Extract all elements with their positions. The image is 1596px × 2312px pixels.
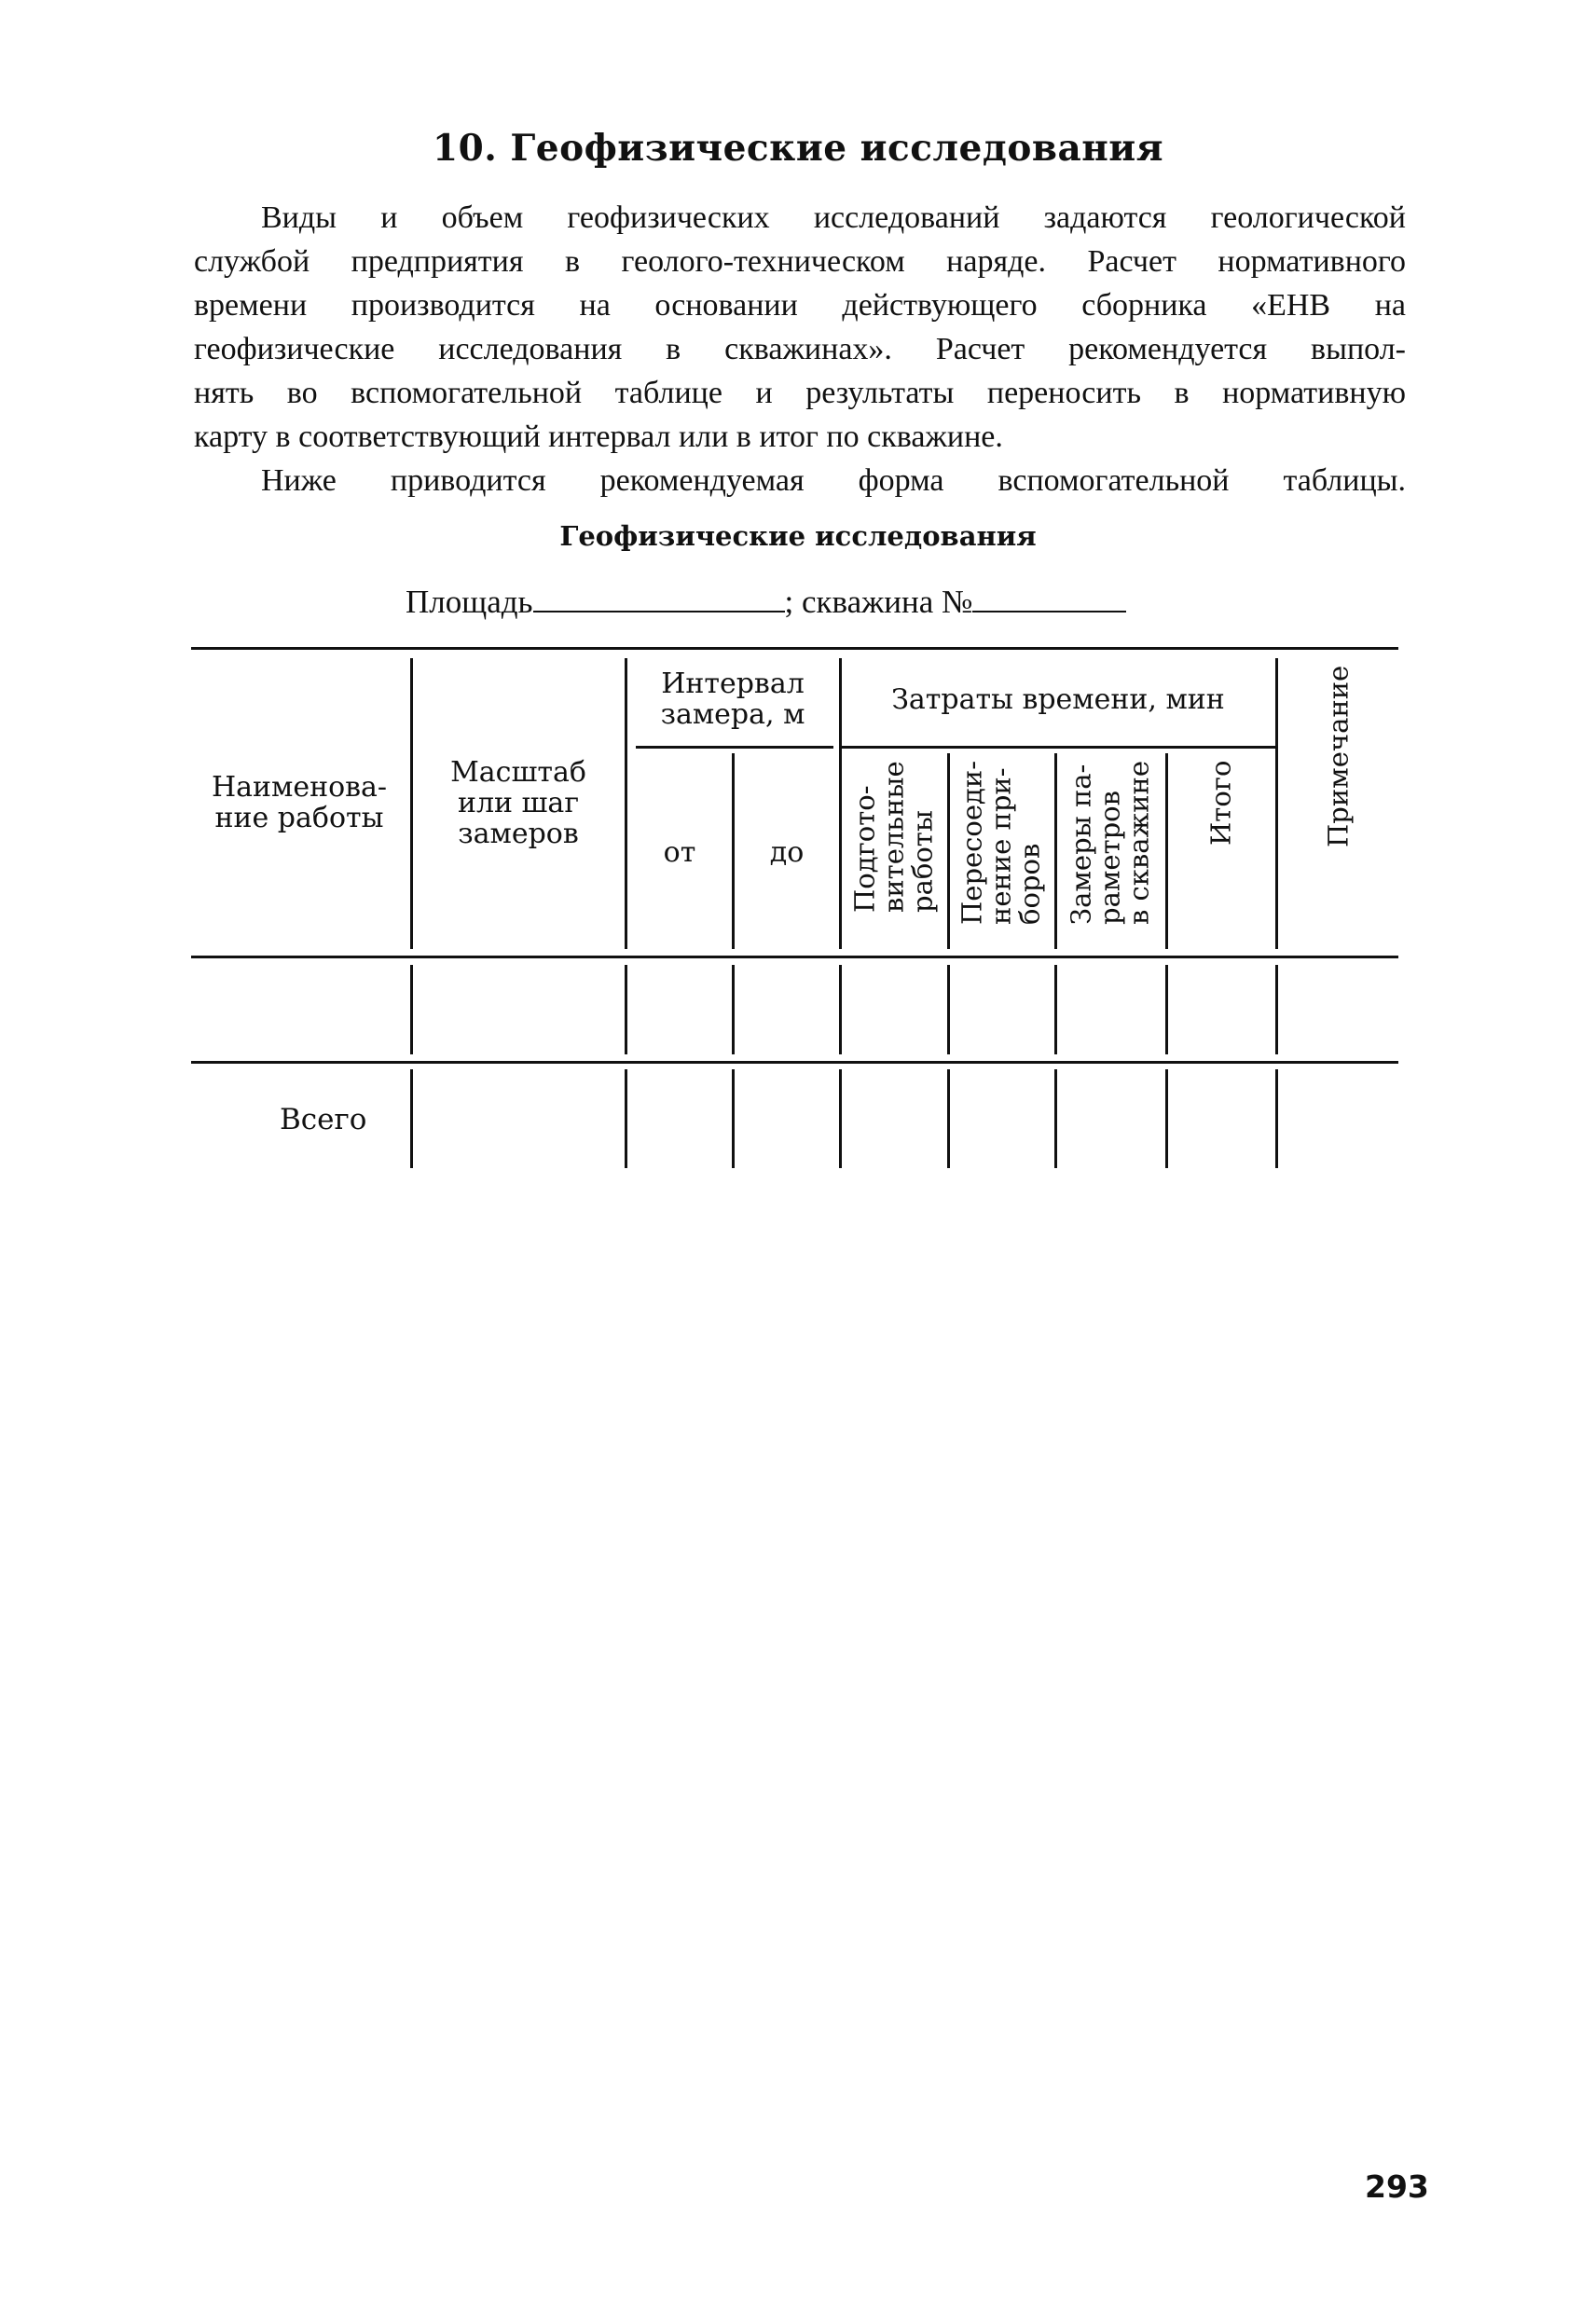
paragraph-line: карту в соответствующий интервал или в итог по скважине. — [194, 420, 1003, 454]
header-bottom-rule — [191, 956, 1398, 958]
header-scale: Масштаб или шаг замеров — [450, 755, 586, 850]
col-rule — [839, 965, 842, 1054]
time-sub-rule — [839, 746, 1275, 749]
paragraph-line: времени производится на основании действующего сборника «ЕНВ на — [194, 288, 1406, 323]
col-rule — [1054, 753, 1057, 949]
col-rule — [1165, 965, 1168, 1054]
well-label: скважина № — [801, 584, 973, 620]
row-bottom-rule — [191, 1061, 1398, 1064]
col-rule — [625, 658, 627, 949]
body-text — [194, 196, 1406, 502]
area-label: Площадь — [406, 584, 533, 620]
col-rule — [410, 965, 413, 1054]
col-rule — [1054, 1069, 1057, 1168]
header-time-costs: Затраты времени, мин — [891, 682, 1225, 716]
interval-sub-rule — [636, 746, 833, 749]
col-rule — [732, 965, 735, 1054]
col-rule — [1275, 1069, 1278, 1168]
col-rule — [839, 1069, 842, 1168]
col-rule — [1275, 658, 1278, 949]
header-from: от — [663, 835, 696, 869]
header-prep-work: Подгото- вительные работы — [848, 761, 939, 913]
paragraph-line: Виды и объем геофизических исследований задаются геологической — [261, 200, 1406, 235]
table-top-rule — [191, 647, 1398, 650]
col-rule — [947, 1069, 950, 1168]
col-rule — [947, 965, 950, 1054]
header-measure: Замеры па- раметров в скважине — [1065, 761, 1155, 926]
header-note: Примечание — [1322, 666, 1355, 848]
paragraph-line: службой предприятия в геолого-техническом наряде. Расчет нормативного — [194, 244, 1406, 279]
col-rule — [732, 1069, 735, 1168]
col-rule — [1165, 753, 1168, 949]
header-interval: Интервал замера, м — [660, 667, 805, 731]
well-number-blank[interactable] — [972, 583, 1126, 612]
paragraph-line: нять во вспомогательной таблице и результаты переносить в нормативную — [194, 376, 1406, 410]
col-rule — [839, 658, 842, 949]
header-to: до — [769, 835, 805, 869]
col-rule — [625, 1069, 627, 1168]
col-rule — [1165, 1069, 1168, 1168]
paragraph-2: Ниже приводится рекомендуемая форма вспомогательной таблицы. — [261, 463, 1406, 498]
col-rule — [1275, 965, 1278, 1054]
section-title: 10. Геофизические исследования — [432, 127, 1164, 170]
area-well-line — [406, 583, 1126, 621]
col-rule — [1054, 965, 1057, 1054]
col-rule — [410, 658, 413, 949]
col-rule — [410, 1069, 413, 1168]
header-total-col: Итого — [1204, 761, 1237, 846]
header-reconnect: Пересоеди- нение при- боров — [956, 761, 1046, 926]
total-row-label: Всего — [280, 1103, 367, 1136]
col-rule — [947, 753, 950, 949]
paragraph-line: геофизические исследования в скважинах». Расчет рекомендуется выпол- — [194, 332, 1406, 366]
header-work-name: Наименова-ние работы — [211, 771, 388, 834]
separator: ; — [784, 584, 794, 620]
page-number: 293 — [1365, 2168, 1429, 2205]
col-rule — [732, 753, 735, 949]
table-caption: Геофизические исследования — [559, 520, 1037, 552]
col-rule — [625, 965, 627, 1054]
area-blank[interactable] — [533, 583, 785, 612]
